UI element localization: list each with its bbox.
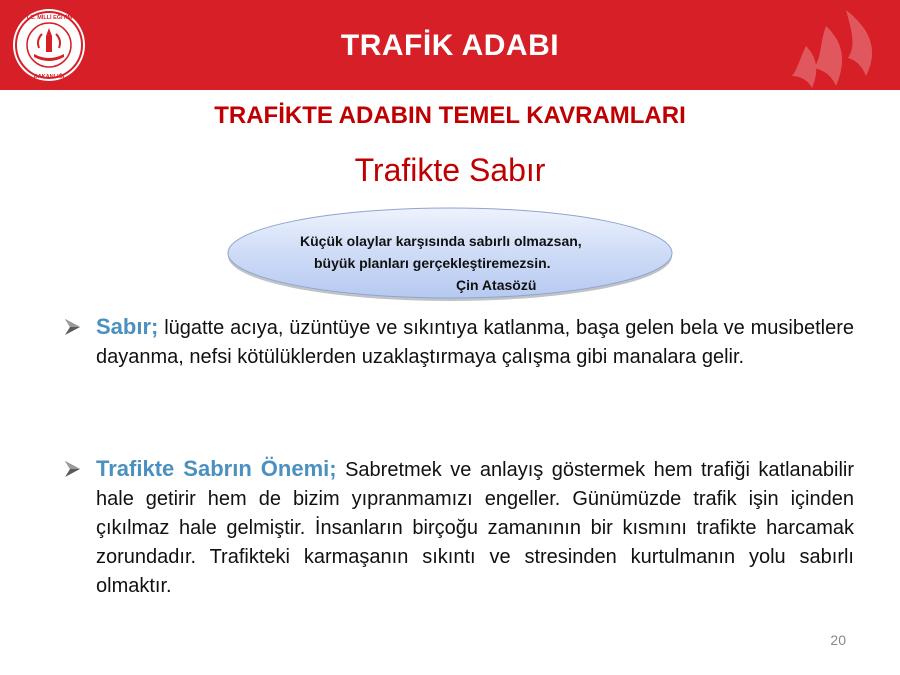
chevron-right-icon [62, 316, 84, 338]
flame-decoration-icon [786, 6, 886, 90]
quote-source: Çin Atasözü [456, 277, 537, 293]
bullet-text [96, 312, 854, 372]
bullet-body: Sabretmek ve anlayış göstermek hem trafiği katlanabilir hale getirir hem de bizim yıpranmamızı engeller. Günümüzde trafik işin içinden çıkılmaz hale gelmiştir. İnsanların birçoğu zamanının bir kısmını trafikte harcamak zorundadır. Trafikteki karmaşanın sıkıntı ve stresinden kurtulmanın yolu sabırlı olmaktır. [96, 459, 854, 597]
bullet-keyword: Sabır; [96, 314, 159, 339]
quote-bubble [224, 204, 676, 304]
header-title: TRAFİK ADABI [340, 29, 560, 62]
chevron-right-icon [62, 458, 84, 480]
svg-text:T.C. MİLLİ EĞİTİM: T.C. MİLLİ EĞİTİM [25, 15, 73, 21]
svg-text:BAKANLIĞI: BAKANLIĞI [33, 74, 65, 80]
page-number: 20 [830, 632, 846, 648]
slide-topic: Trafikte Sabır [354, 152, 546, 188]
quote-line-2: büyük planları gerçekleştiremezsin. [314, 255, 551, 271]
bullet-text [96, 454, 854, 601]
slide-subtitle: TRAFİKTE ADABIN TEMEL KAVRAMLARI [214, 102, 686, 129]
bullet-keyword: Trafikte Sabrın Önemi; [96, 456, 337, 481]
quote-line-1: Küçük olaylar karşısında sabırlı olmazsan, [300, 233, 582, 249]
bullet-body: lügatte acıya, üzüntüye ve sıkıntıya katlanma, başa gelen bela ve musibetlere dayanma, nefsi kötülüklerden uzaklaştırmaya çalışma gibi manalara gelir. [96, 317, 854, 368]
